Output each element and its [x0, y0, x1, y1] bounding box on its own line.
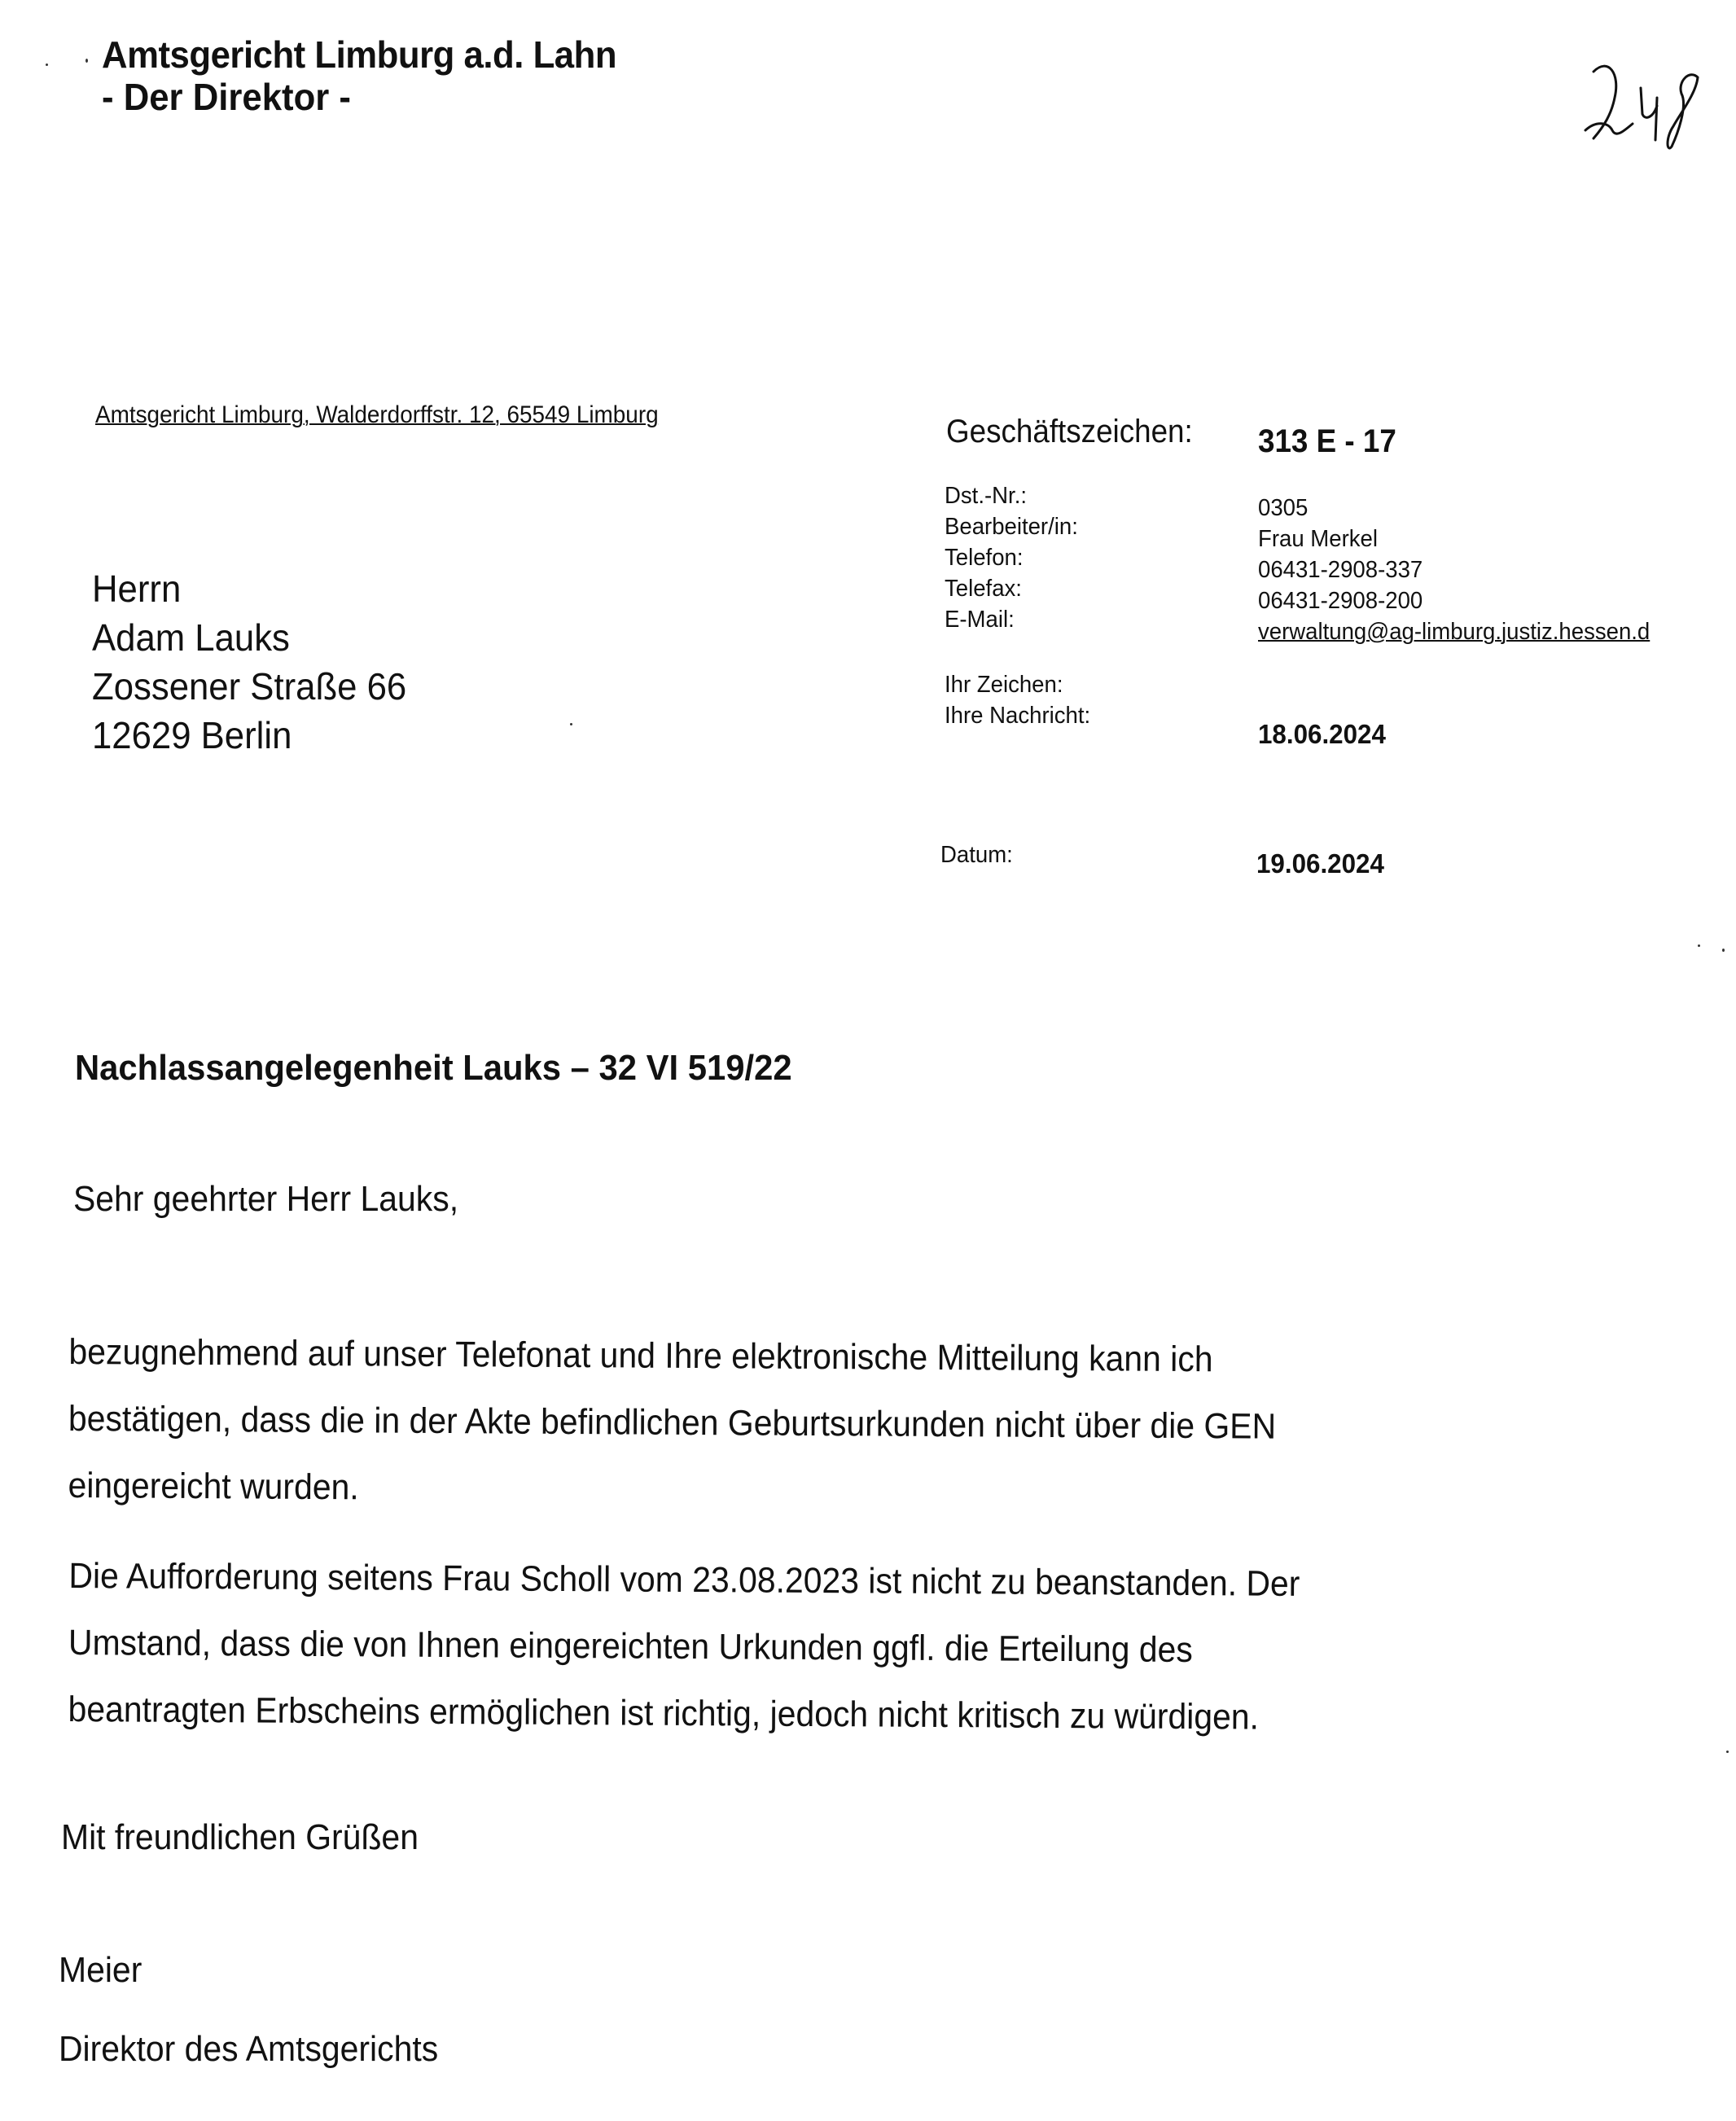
info-value-telefon: 06431-2908-337 [1258, 557, 1423, 583]
letter-paragraph-2 [68, 1543, 1300, 1751]
signer-title: Direktor des Amtsgerichts [59, 2029, 439, 2069]
scan-speck [1726, 1751, 1729, 1753]
handwritten-page-number [1576, 49, 1706, 155]
signer-name: Meier [59, 1950, 142, 1990]
court-name: Amtsgericht Limburg a.d. Lahn [102, 33, 617, 76]
info-label-dst-nr: Dst.-Nr.: [945, 483, 1028, 509]
date-value: 19.06.2024 [1256, 848, 1384, 879]
letter-subject: Nachlassangelegenheit Lauks – 32 VI 519/22 [75, 1048, 792, 1088]
recipient-salutation: Herrn [92, 567, 182, 610]
your-reference-labels [945, 669, 1090, 731]
your-message-date: 18.06.2024 [1258, 719, 1386, 749]
paragraph-line: Umstand, dass die von Ihnen eingereichten Urkunden ggfl. die Erteilung des [68, 1623, 1193, 1671]
reference-label: Geschäftszeichen: [946, 414, 1193, 449]
paragraph-line: bezugnehmend auf unser Telefonat und Ihre elektronische Mitteilung kann ich [68, 1332, 1213, 1380]
info-label-bearbeiter: Bearbeiter/in: [945, 514, 1078, 540]
date-label: Datum: [940, 842, 1013, 868]
info-label-telefon: Telefon: [945, 545, 1024, 571]
scan-speck [570, 723, 572, 725]
info-labels [945, 480, 1078, 635]
recipient-city: 12629 Berlin [92, 714, 292, 756]
info-label-telefax: Telefax: [945, 576, 1022, 602]
info-values [1258, 493, 1650, 647]
info-value-bearbeiter: Frau Merkel [1258, 526, 1378, 552]
info-value-telefax: 06431-2908-200 [1258, 588, 1423, 614]
scan-speck [1698, 944, 1700, 947]
paragraph-line: beantragten Erbscheins ermöglichen ist richtig, jedoch nicht kritisch zu würdigen. [68, 1689, 1260, 1738]
paragraph-line: eingereicht wurden. [68, 1465, 359, 1508]
scan-speck [1722, 949, 1725, 952]
letter-paragraph-1 [68, 1319, 1277, 1527]
info-value-dst-nr: 0305 [1258, 495, 1309, 521]
recipient-street: Zossener Straße 66 [92, 665, 407, 708]
court-subtitle: - Der Direktor - [102, 76, 351, 118]
sender-address-line: Amtsgericht Limburg, Walderdorffstr. 12, 65549 Limburg [95, 401, 659, 428]
scan-speck [85, 59, 88, 63]
recipient-address [92, 564, 406, 760]
your-sign-label: Ihr Zeichen: [945, 672, 1063, 698]
info-value-email[interactable]: verwaltung@ag-limburg.justiz.hessen.d [1258, 619, 1651, 645]
letter-salutation: Sehr geehrter Herr Lauks, [73, 1179, 459, 1219]
paragraph-line: bestätigen, dass die in der Akte befindlichen Geburtsurkunden nicht über die GEN [68, 1399, 1277, 1447]
reference-value: 313 E - 17 [1258, 423, 1396, 459]
scan-speck [46, 64, 48, 66]
info-label-email: E-Mail: [945, 607, 1015, 633]
letter-closing: Mit freundlichen Grüßen [61, 1817, 419, 1857]
paragraph-line: Die Aufforderung seitens Frau Scholl vom 23.08.2023 ist nicht zu beanstanden. Der [68, 1556, 1300, 1604]
your-message-label: Ihre Nachricht: [945, 703, 1091, 729]
recipient-name: Adam Lauks [92, 616, 290, 659]
